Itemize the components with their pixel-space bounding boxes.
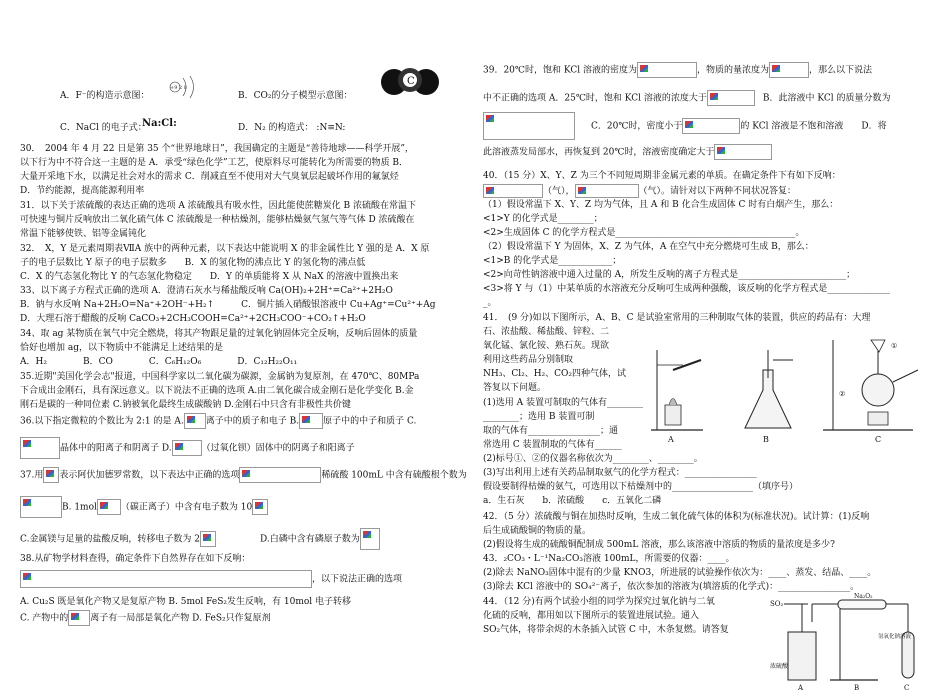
- q40-part2-3-end: _。: [483, 298, 497, 308]
- formula-image: [707, 90, 755, 106]
- q44-line-3: SO₂气体，将带余烬的木条插入试管 C 中，木条复燃。请答复: [483, 625, 729, 635]
- fig41-label-2: ②: [839, 390, 846, 398]
- q31-line-1: 31．以下关于浓硫酸的表达正确的选项 A 浓硫酸具有吸水性，因此能使蔗糖炭化 B 浓硫酸在常温下: [20, 201, 417, 211]
- formula-image: [769, 62, 809, 78]
- q34-options: A．H₂ B．CO C．C₆H₁₂O₆ D．C₁₂H₂₂O₁₁: [20, 357, 298, 367]
- q38-text-d: 离子有一局部是氧化产物 D. FeS₂只作复原剂: [90, 613, 271, 624]
- q42-line-3: (2)假设将生成的硫酸铜配制成 500mL 溶液，那么该溶液中溶质的物质的量浓度是多少?: [483, 540, 835, 550]
- fig44-label-a: A: [798, 684, 804, 692]
- fig41-label-b: B: [763, 435, 769, 444]
- formula-image: [200, 531, 216, 547]
- q41-line-7: (1)选用 A 装置可制取的气体有________: [483, 398, 643, 408]
- q41-line-5: NH₃、Cl₂、H₂、CO₂四种气体，试: [483, 369, 627, 379]
- reaction-equation-image: [575, 184, 639, 198]
- fig44-label-b: B: [854, 684, 860, 692]
- q36-text-d: 晶体中的阳离子和阴离子 D.: [60, 443, 172, 454]
- q43-line-2: (2)除去 NaNO₃固体中混有的少量 KNO3，所进展的试验操作依次为：____、蒸发、结晶、____。: [483, 568, 877, 578]
- q39-line-3: [483, 112, 887, 140]
- q36-text-c: 原子中的中子和质子 C.: [323, 416, 417, 427]
- formula-image: [252, 499, 268, 515]
- q40-part1-1: <1>Y 的化学式是________；: [483, 214, 603, 224]
- q37-text-f: C.金属镁与足量的盐酸反响，转移电子数为 2: [20, 534, 201, 545]
- q44-apparatus-figure: [768, 592, 928, 692]
- reaction-equation-image: [483, 184, 543, 198]
- q41-line-1: 41． (9 分)如以下图所示，A、B、C 是试验室常用的三种制取气体的装置，供应的药品有：大理: [483, 313, 871, 323]
- formula-image: [714, 144, 772, 160]
- q37-text-a: 37.用: [20, 470, 44, 481]
- q40-text-a: （气），: [543, 186, 575, 197]
- q37-text-g: D.白磷中含有磷原子数为: [260, 534, 360, 545]
- co2-model-figure: [380, 62, 440, 100]
- q42-line-2: 后生成硫酸铜的物质的量。: [483, 526, 592, 536]
- q29-option-d: D．N₂ 的构造式： :N≡N:: [238, 123, 346, 133]
- formula-image: [184, 413, 206, 429]
- q40-line-2: [483, 184, 796, 199]
- reaction-equation-image: [20, 570, 312, 588]
- formula-image: [172, 440, 202, 456]
- q38-option-cd: [20, 610, 271, 626]
- q39-text-a: 39．20℃时，饱和 KCl 溶液的密度为: [483, 65, 637, 76]
- q37-text-b: 表示阿伏加德罗常数，以下表达中正确的选项: [59, 470, 240, 481]
- fig44-label-naoh: 氢氧化钠溶液: [878, 634, 912, 640]
- q38-line-1: 38.从矿物学材料查得，确定条件下自然界存在如下反响：: [20, 554, 251, 564]
- q39-text-c: ，那么以下说法: [808, 65, 872, 76]
- q39-line-4: [483, 144, 772, 160]
- q34-line-2: 恰好也增加 ag，以下物质中不能满足上述结果的是: [20, 343, 223, 353]
- q30-line-4: D．节约能源，提高能源利用率: [20, 186, 145, 196]
- formula-image: [483, 112, 575, 140]
- fig41-label-1: ①: [891, 342, 898, 350]
- fig44-label-c: C: [904, 684, 910, 692]
- q41-line-2: 石、浓盐酸、稀盐酸、锌粒、二: [483, 327, 610, 337]
- fig44-label-acid: 浓硫酸: [770, 663, 789, 670]
- nacl-formula: Na:Cl:: [142, 118, 177, 129]
- q38-text-c: C. 产物中的: [20, 613, 69, 624]
- q31-line-3: 常温下能够使铁、铝等金属钝化: [20, 229, 147, 239]
- q41-line-13: 假设要制得枯燥的氨气，可选用以下枯燥剂中的__________________（填序号）: [483, 482, 799, 492]
- q35-line-1: 35.近期"美国化学会志"报道，中国科学家以二氧化碳为碳源，金属钠为复原剂，在 470℃、80MPa: [20, 372, 420, 382]
- formula-image: [68, 610, 90, 626]
- formula-image: [360, 528, 380, 550]
- q39-text-d: 中不正确的选项 A．25℃时，饱和 KCl 溶液的浓度大于: [483, 93, 707, 104]
- q37-line-1: [20, 467, 467, 483]
- q32-line-2: 子的电子层数比 Y 原子的电子层数多 B．X 的氢化物的沸点比 Y 的氢化物的沸点低: [20, 258, 366, 268]
- q33-line-1: 33、以下离子方程式正确的选项 A．澄清石灰水与稀盐酸反响 Ca(OH)₂+2H⁺=Ca²⁺+2H₂O: [20, 286, 393, 296]
- q41-line-14: a．生石灰 b．浓硫酸 c．五氧化二磷: [483, 496, 662, 506]
- fig41-label-a: A: [668, 435, 674, 444]
- q36-text-a: 36.以下指定微粒的个数比为 2:1 的是 A.: [20, 416, 184, 427]
- q31-line-2: 可快速与铜片反响放出二氧化硫气体 C 浓硫酸是一种枯燥剂，能够枯燥氨气氢气等气体 D 浓硫酸在: [20, 215, 415, 225]
- formula-image: [637, 62, 697, 78]
- q40-part2-1: <1>B 的化学式是____________；: [483, 256, 622, 266]
- q40-part2: （2）假设常温下 Y 为固体，X、Z 为气体，A 在空气中充分燃烧可生成 B，那么：: [483, 242, 814, 252]
- q38-line-2: [20, 570, 402, 588]
- q29-option-b: B．CO₂的分子模型示意图：: [238, 91, 353, 101]
- q30-line-2: 以下行为中不符合这一主题的是 A．承受“绿色化学”工艺，使原料尽可能转化为所需要的物质 B．: [20, 158, 409, 168]
- q29-option-a: A．F⁻的构造示意图：: [60, 91, 150, 101]
- q40-part1: （1）假设常温下 X、Y、Z 均为气体，且 A 和 B 化合生成固体 C 时有白烟产生，那么：: [483, 200, 839, 210]
- formula-image: [239, 467, 321, 483]
- q42-line-1: 42．（5 分）浓硫酸与铜在加热时反响，生成二氧化硫气体的体积为(标准状况)。试计算：(1)反响: [483, 512, 870, 522]
- q35-line-3: 刚石是碳的一种同位素 C.钠被氧化最终生成碳酸钠 D.金刚石中只含有非极性共价键: [20, 400, 351, 410]
- q37-text-d: B. 1mol: [62, 502, 97, 513]
- q36-line-1: [20, 413, 416, 429]
- q41-line-12: (3)写出利用上述有关药品制取氨气的化学方程式：________________: [483, 468, 757, 478]
- q44-line-1: 44．（12 分)有两个试验小组的同学为探究过氧化钠与二氧: [483, 597, 715, 607]
- q39-line-2: [483, 90, 890, 106]
- q36-text-e: （过氧化钡）固体中的阴离子和阳离子: [201, 443, 355, 454]
- q39-text-e: B．此溶液中 KCl 的质量分数为: [762, 93, 891, 104]
- co2-center-label: C: [407, 76, 415, 87]
- q37-text-c: 稀硫酸 100mL 中含有硫酸根个数为: [321, 470, 467, 481]
- q40-text-b: （气）。请针对以下两种不同状况答复：: [638, 186, 797, 197]
- q39-line-1: [483, 62, 872, 78]
- q39-text-f: C．20℃时，密度小于: [591, 121, 683, 132]
- q40-part1-2: <2>生成固体 C 的化学方程式是________________________________________。: [483, 228, 805, 238]
- fig41-label-c: C: [875, 435, 882, 444]
- q41-line-10: 常选用 C 装置制取的气体有______: [483, 440, 622, 450]
- fig44-label-so2: SO₂: [770, 600, 784, 608]
- q41-apparatus-figure: [643, 330, 928, 445]
- q41-line-11: (2)标号①、②的仪器名称依次为________、________。: [483, 454, 703, 464]
- formula-image: [97, 499, 121, 515]
- q37-line-2: [20, 496, 268, 518]
- q33-line-2: B．钠与水反响 Na+2H₂O=Na⁺+2OH⁻+H₂↑ C．铜片插入硝酸银溶液中 Cu+Ag⁺=Cu²⁺+Ag: [20, 300, 436, 310]
- q41-line-9: 取的气体有________________；通: [483, 426, 619, 436]
- q41-line-4: 利用这些药品分别制取: [483, 355, 574, 365]
- q29-option-c: C．NaCl 的电子式：: [60, 123, 147, 133]
- q37-line-3: [20, 528, 380, 550]
- q34-line-1: 34、取 ag 某物质在氧气中完全燃烧，将其产物跟足量的过氧化钠固体完全反响，反响后固体的质量: [20, 329, 418, 339]
- q38-text-b: ，以下说法正确的选项: [312, 574, 403, 585]
- q38-option-ab: A. Cu₂S 既是氧化产物又是复原产物 B. 5mol FeS₂发生反响，有 10mol 电子转移: [20, 597, 352, 607]
- q43-line-1: 43．₂CO₃・L⁻¹Na₂CO₃溶液 100mL，所需要的仪器：____。: [483, 554, 735, 564]
- q40-part2-3: <3>将 Y 与（1）中某单质的水溶液充分反响可生成两种强酸，该反响的化学方程式是______________: [483, 284, 891, 294]
- q33-line-3: D．大理石溶于醋酸的反响 CaCO₃+2CH₃COOH=Ca²⁺+2CH₃COO⁻+CO₂↑+H₂O: [20, 314, 366, 324]
- q44-line-2: 化硫的反响，都用如以下图所示的装置进展试验。通入: [483, 611, 700, 621]
- q36-line-2: [20, 437, 355, 459]
- q43-line-3: (3)除去 KCl 溶液中的 SO₄²⁻离子，依次参加的溶液为(填溶质的化学式)：________________。: [483, 582, 860, 592]
- q39-text-h: 此溶液蒸发局部水，再恢复到 20℃时，溶液密度确定大于: [483, 147, 715, 158]
- q35-line-2: 下合成出金刚石，具有深远意义。以下说法不正确的选项 A.由二氧化碳合成金刚石是化学变化 B.金: [20, 386, 414, 396]
- q40-line-1: 40．（15 分）X、Y、Z 为三个不同短周期非金属元素的单质。在确定条件下有如下反响：: [483, 171, 841, 181]
- q36-text-b: 离子中的质子和电子 B.: [205, 416, 300, 427]
- q41-line-8: ________；选用 B 装置可制: [483, 412, 595, 422]
- q40-part2-2: <2>向苛性钠溶液中通入过量的 A，所发生反响的离子方程式是________________________；: [483, 270, 856, 280]
- ion-label: +9 2 8: [170, 85, 187, 91]
- q37-text-e: （碳正离子）中含有电子数为 10: [120, 502, 253, 513]
- formula-image: [20, 437, 60, 459]
- q39-text-b: ，物质的量浓度为: [696, 65, 769, 76]
- formula-image: [20, 496, 62, 518]
- q32-line-3: C．X 的气态氢化物比 Y 的气态氢化物稳定 D．Y 的单质能将 X 从 NaX 的溶液中置换出来: [20, 272, 399, 282]
- q30-line-1: 30． 2004 年 4 月 22 日是第 35 个“世界地球日”，我国确定的主题是“善待地球——科学开展”，: [20, 144, 414, 154]
- q41-line-3: 氧化锰、氯化铵、熟石灰。现欲: [483, 341, 610, 351]
- formula-image: [43, 467, 59, 483]
- q39-text-g: 的 KCl 溶液是不饱和溶液 D．将: [740, 121, 887, 132]
- formula-image: [299, 413, 323, 429]
- formula-image: [682, 118, 740, 134]
- fluoride-ion-structure-figure: [165, 72, 205, 102]
- q32-line-1: 32． X，Y 是元素周期表ⅦA 族中的两种元素，以下表达中能说明 X 的非金属性比 Y 强的是 A．X 原: [20, 244, 430, 254]
- fig44-label-na2o2: Na₂O₂: [854, 593, 873, 600]
- q41-line-6: 答复以下问题。: [483, 383, 547, 393]
- q30-line-3: 大量开采地下水，以满足社会对水的需求 C．削减直至不使用对大气臭氧层起破坏作用的氟氯烃: [20, 172, 399, 182]
